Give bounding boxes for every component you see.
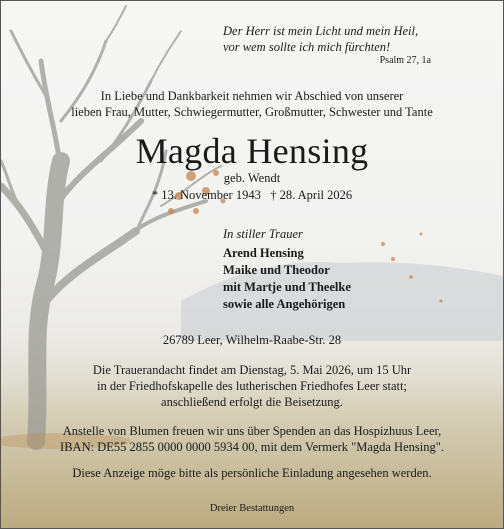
verse-line: vor wem sollte ich mich fürchten! (223, 40, 391, 54)
mourner-line: Arend Hensing (223, 246, 304, 260)
service-line: in der Friedhofskapelle des lutherischen Friedhofes Leer statt; (97, 379, 407, 393)
bible-verse (223, 23, 418, 55)
life-dates: * 13. November 1943 † 28. April 2026 (151, 188, 353, 202)
service-line: anschließend erfolgt die Beisetzung. (161, 395, 343, 409)
family-address: 26789 Leer, Wilhelm-Raabe-Str. 28 (162, 333, 342, 347)
mourners-list (223, 245, 351, 313)
donation-line: Anstelle von Blumen freuen wir uns über Spenden an das Hospizhuus Leer, (62, 424, 442, 438)
intro-line: lieben Frau, Mutter, Schwiegermutter, Großmutter, Schwester und Tante (71, 105, 433, 119)
donation-request (1, 423, 503, 455)
mourners-heading: In stiller Trauer (223, 227, 303, 241)
mourner-line: mit Martje und Theelke (223, 280, 351, 294)
service-line: Die Trauerandacht findet am Dienstag, 5. Mai 2026, um 15 Uhr (92, 363, 412, 377)
maiden-name: geb. Wendt (223, 171, 281, 185)
donation-line: IBAN: DE55 2855 0000 0000 5934 00, mit dem Vermerk "Magda Hensing". (60, 440, 444, 454)
mourner-line: Maike und Theodor (223, 263, 330, 277)
funeral-home: Dreier Bestattungen (209, 503, 295, 514)
invitation-note: Diese Anzeige möge bitte als persönliche Einladung angesehen werden. (72, 466, 432, 480)
service-details (1, 362, 503, 410)
intro-line: In Liebe und Dankbarkeit nehmen wir Abschied von unserer (100, 89, 404, 103)
farewell-intro (1, 88, 503, 120)
verse-reference: Psalm 27, 1a (379, 55, 431, 66)
obituary-text (1, 1, 503, 528)
deceased-name: Magda Hensing (135, 131, 369, 171)
mourner-line: sowie alle Angehörigen (223, 297, 346, 311)
verse-line: Der Herr ist mein Licht und mein Heil, (223, 24, 419, 38)
